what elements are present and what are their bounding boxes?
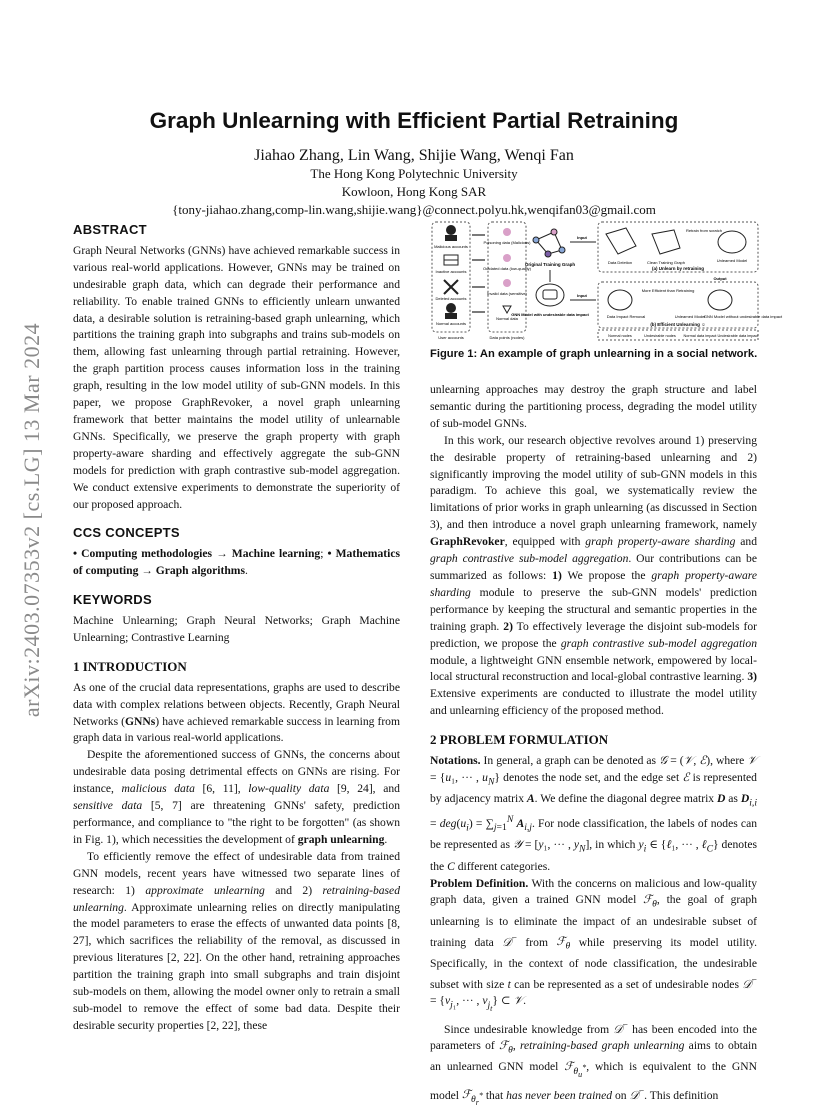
figure-caption: Figure 1: An example of graph unlearning in a social network. [430,348,758,360]
figure-label: Normal data [496,316,518,321]
figure-label: Normal data impact [683,334,717,338]
figure-label: Deleted accounts [435,296,467,301]
figure-label: Inactive accounts [435,269,467,274]
bottom-model-2 [708,290,732,310]
figure-label: Input [577,235,587,240]
problem-definition-paragraph: Problem Definition. With the concerns on malicious and low-quality graph data, given a trained GNN model ℱ$_\theta$, the goal of graph unlearning is to eliminate the impact of an undesirable subset of training data 𝒟− from ℱ$_\theta$ while preserving its model utility. Specifically, in the context of node classification, the undesirable subset with size t can be represented as a set of undesirable nodes 𝒟− = {$v_{j_1}$, ··· , $v_{j_t}$} ⊂ 𝒱. [430,876,757,1013]
problem-paragraph-3: Since undesirable knowledge from 𝒟− has been encoded into the parameters of ℱ$_\theta$, retraining-based graph unlearning aims to obtain an unlearned GNN model ℱ$_{\theta_u^*}$, which is equivalent to the GNN model ℱ$_{\theta_r^*}$ that has never been trained on 𝒟−. This definition [430,1019,758,1107]
paper-title: Graph Unlearning with Efficient Partial Retraining [149,108,679,133]
affiliation-university: The Hong Kong Polytechnic University [310,166,518,181]
figure-label: Data points (nodes) [489,335,525,340]
figure-label: Original Training Graph [524,262,576,267]
intro-heading: 1 INTRODUCTION [73,658,187,674]
author-list: Jiahao Zhang, Lin Wang, Shijie Wang, Wenqi Fan [254,147,574,164]
affiliation-location: Kowloon, Hong Kong SAR [341,184,487,199]
figure-1 [430,220,783,342]
right-column [430,382,757,1112]
top-graph-2 [652,230,680,254]
unlearned-model-icon [718,231,746,253]
figure-label: More Efficient than Retraining [641,288,695,293]
notations-paragraph: Notations. In general, a graph can be denoted as 𝒢 = (𝒱, ℰ), where 𝒱 = {u₁, ··· , $u_N$} denotes the node set, and the edge set ℰ is represented by adjacency matrix A. We define the diagonal degree matrix D as $D_{i,i} = deg(u_i) = \sum_{j=1}^N$ $A_{i,j}$. For node classification, the labels of nodes can be represented as 𝒴 = [y₁, ··· , $y_N$], in which $y_i$ ∈ {ℓ₁, ··· , ℓ$_C$} denotes the C different categories. [430,754,758,873]
figure-label: User accounts [438,335,464,340]
figure-label: GNN Model with undesirable data impact [511,312,589,317]
figure-label: Retrain from scratch [685,228,723,233]
intro-paragraph-2: Despite the aforementioned success of GNNs, the concerns about undesirable data posing detrimental effects on GNNs are rising. For instance, malicious data [6, 11], low-quality data [9, 24], and sensitive data [5, 7] are threatening GNNs' safety, prediction performance, and compliance to "the right to be forgotten" (as shown in Fig. 1), which necessities the development of graph unlearning. [73,748,401,846]
left-column [73,222,400,1035]
author-emails: {tony-jiahao.zhang,comp-lin.wang,shijie.wang}@connect.polyu.hk,wenqifan03@gmail.com [172,202,656,217]
figure-label: Malicious accounts [434,244,468,249]
figure-label: Outdated data (low-quality) [482,266,532,271]
figure-label: Data Impact Removal [606,314,646,319]
figure-label: Output [713,276,727,281]
figure-label: Normal nodes [608,334,632,338]
input-arrows [472,235,485,312]
figure-label: Invalid data (sensitive) [487,291,527,296]
figure-label: Data Deletion [607,260,633,265]
figure-label: (b) Efficient Unlearning ☺ [650,322,706,327]
intro-paragraph-4: In this work, our research objective revolves around 1) preserving the desirable property of retraining-based unlearning and 2) significantly improving the model utility of sub-GNN models in this paradigm. To achieve this goal, we systematically review the limitations of prior works in graph unlearning (as discussed in Section 3), and then introduce a novel graph unlearning framework, namely GraphRevoker, equipped with graph property-aware sharding and graph contrastive sub-model aggregation. Our contributions can be summarized as follows: 1) We propose the graph property-aware sharding module to preserve the sub-GNN models' prediction performance by keeping the structural and semantic properties in the training graph. 2) To effectively leverage the disjoint sub-models for prediction, we propose the graph contrastive sub-model aggregation module, a lightweight GNN ensemble network, empowered by local-local structural reconstruction and local-global contrastive learning. 3) Extensive experiments are conducted to illustrate the model utility and unlearning efficiency of the proposed method. [430,433,758,718]
figure-label: Clean Training Graph [646,260,686,265]
abstract-heading: ABSTRACT [73,222,147,237]
original-graph [533,229,565,257]
bottom-model-1 [608,290,632,310]
problem-heading: 2 PROBLEM FORMULATION [430,732,609,748]
keywords-heading: KEYWORDS [73,592,152,608]
top-graph-1 [606,228,636,254]
figure-label: Unlearned Model [716,258,748,263]
intro-paragraph-3: To efficiently remove the effect of undesirable data from trained GNN models, recent years have witnessed two separate lines of research: 1) approximate unlearning and 2) retraining-based unlearning. Approximate unlearning relies on directly manipulating the model parameters to erase the effects of unwanted data points [8, 27], which sacrifices the reliability of the removal, as discussed in previous literatures [2, 22]. On the other hand, retraining approaches partition the training graph into small subgraphs and train disjoint sub-models on them, allowing the model owner only to retrain a small sub-model to remove the effect of some bad data. Despite their desirable security properties [2, 22], these [73,849,400,1032]
intro-paragraph-3-cont: unlearning approaches may destroy the graph structure and label semantic during the partitioning process, degrading the model utility of sub-model GNNs. [430,383,757,430]
figure-label: Undesirable data impact [717,334,759,338]
figure-label: (a) Unlearn by retraining [651,266,705,271]
gnn-model-icon [536,284,564,306]
figure-label: Input [577,293,587,298]
keywords-text: Machine Unlearning; Graph Neural Networks; Graph Machine Unlearning; Contrastive Learning [73,614,400,644]
figure-label: Poisoning data (Malicious) [483,240,531,245]
figure-label: Undesirable nodes [644,334,676,338]
arxiv-id: arXiv:2403.07353v2 [cs.LG] 13 Mar 2024 [19,322,44,718]
arxiv-stamp [12,280,52,760]
abstract-text: Graph Neural Networks (GNNs) have achieved remarkable success in various real-world applications. However, GNNs may be trained on undesirable graph data, which can degrade their performance and reliability. To enable trained GNNs to efficiently unlearn unwanted data, a desirable solution is retraining-based graph unlearning, which partitions the training graph into subgraphs and trains sub-models on them, allowing fast unlearning through partial retraining. However, the graph partition process causes information loss in the training graph, resulting in the low model utility of sub-GNN models. In this paper, we propose GraphRevoker, a novel graph unlearning framework that better maintains the model utility of unlearnable GNNs. Specifically, we preserve the graph property with graph property-aware sharding and effectively aggregate the sub-GNN models for prediction with graph contrastive sub-model aggregation. We conduct extensive experiments to demonstrate the superiority of our proposed approach. [73,243,400,511]
intro-paragraph-1: As one of the crucial data representations, graphs are used to describe data with complex relations between objects. Recently, Graph Neural Networks (GNNs) have achieved remarkable success in learning from graph data in various real-world applications. [73,680,400,745]
figure-label: Normal accounts [435,321,467,326]
figure-label: GNN Model without undesirable data impact [703,314,783,319]
ccs-heading: CCS CONCEPTS [73,525,180,541]
figure-label: Unlearned Model [674,314,706,319]
graph-unlearning-diagram [430,220,783,342]
ccs-text: • Computing methodologies → Machine learning; • Mathematics of computing → Graph algorithms. [73,547,400,578]
